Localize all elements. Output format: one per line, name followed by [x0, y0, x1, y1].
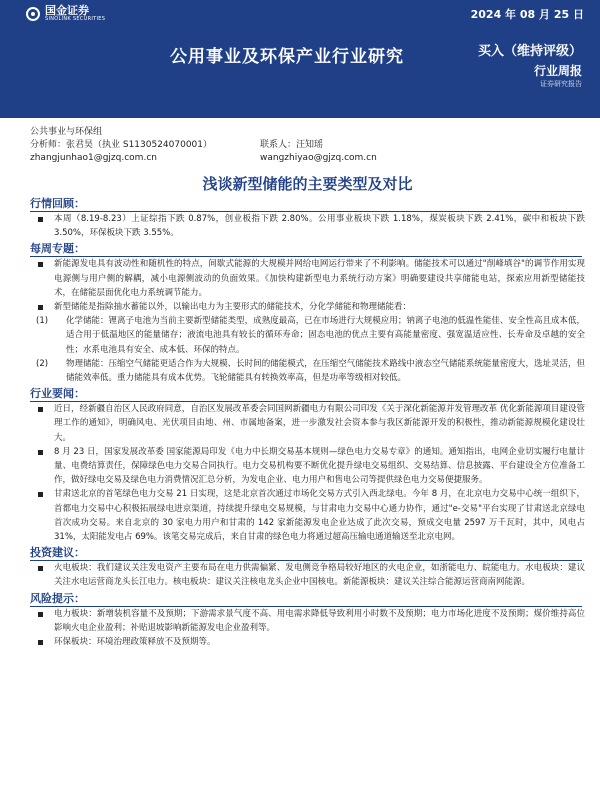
- report-body: [30, 126, 585, 649]
- document-title: 浅谈新型储能的主要类型及对比: [202, 175, 413, 193]
- paragraph: 本周（8.19-8.23）上证综指下跌 0.87%，创业板指下跌 2.80%。公用事业板块下跌 1.18%，煤炭板块下跌 2.41%，碳中和板块下跌 3.50%，环保板块下跌 3.55%。: [30, 212, 585, 240]
- paragraph: 甘肃送北京的首笔绿色电力交易 21 日实现，这是北京首次通过市场化交易方式引入西北绿电。今年 8 月，在北京电力交易中心统一组织下，首都电力交易中心积极拓展绿电进京渠道，持续提升绿电交易规模，与甘肃电力交易中心通力协作，通过"e-交易"平台实现了甘肃送北京绿电首次成功交易。来自北京的 30 家电力用户和甘肃的 142 家新能源发电企业达成了此次交易，预成交电量 2597 万千瓦时，其中，风电占 31%，太阳能发电占 69%。该笔交易完成后，来自甘肃的绿色电力将通过超高压输电通道输送至北京电网。: [30, 487, 585, 544]
- company-logo: [26, 5, 105, 22]
- group-name: 公共事业与环保组: [30, 127, 103, 137]
- report-subtype: 证券研究报告: [540, 80, 582, 88]
- bullet-icon: [38, 612, 43, 617]
- contact-info: 联系人：汪知瑶: [260, 140, 324, 150]
- section-heading-risk: 风险提示：: [30, 592, 582, 607]
- contact-email[interactable]: wangzhiyao@gjzq.com.cn: [260, 153, 377, 163]
- paragraph: 近日，经新疆自治区人民政府同意，自治区发展改革委会同国网新疆电力有限公司印发《关于深化新能源并发管理改革 优化新能源项目建设管理工作的通知》，明确风电、光伏项目由地、州、市属地备案，进一步激发社会资本参与我区新能源开发的积极性，推动新能源规模化建设壮大。: [30, 402, 585, 445]
- analyst-email[interactable]: zhangjunhao1@gjzq.com.cn: [30, 153, 157, 163]
- bullet-icon: [38, 566, 43, 571]
- sub-paragraph: (1) 化学储能：锂离子电池为当前主要新型储能类型，成熟度最高，已在市场进行大规模应用；钠离子电池的低温性能佳、安全性高且成本低，适合用于低温地区的能量储存；液流电池具有较长的循环寿命；固态电池的优点主要有高能量密度、强宽温适应性、长寿命及卓越的安全性；水系电池具有安全、成本低、环保的特点。: [36, 316, 585, 355]
- sub-paragraph: (2) 物理储能：压缩空气储能更适合作为大规模、长时间的储能模式，在压缩空气储能技术路线中液态空气储能系统能量密度大，选址灵活，但储能效率低。重力储能具有成本优势。飞轮储能具有转换效率高，但是功率等级相对较低。: [36, 358, 585, 384]
- paragraph: 新能源发电具有波动性和随机性的特点，间歇式能源的大规模并网给电网运行带来了不利影响。储能技术可以通过"削峰填谷"的调节作用实现电源侧与用户侧的解耦，减小电源侧波动的负面效果。《加快构建新型电力系统行动方案》明确要建设共享储能电站，探索应用新型储能技术，在储能层面优化电力系统调节能力。: [30, 257, 585, 300]
- paragraph: 火电板块：我们建议关注发电资产主要布局在电力供需偏紧、发电侧竞争格局较好地区的火电企业，如浙能电力、皖能电力。水电板块：建议关注水电运营商龙头长江电力。核电板块：建议关注核电龙头企业中国核电。新能源板块：建议关注综合能源运营商南网能源。: [30, 561, 585, 589]
- paragraph: 电力板块：新增装机容量不及预期；下游需求景气度不高、用电需求降低导致利用小时数不及预期；电力市场化进度不及预期；煤价维持高位影响火电企业盈利；补贴退坡影响新能源发电企业盈利等。: [30, 607, 585, 635]
- bullet-icon: [38, 640, 43, 645]
- section-heading-topic: 每周专题：: [30, 242, 582, 257]
- section-heading-news: 行业要闻：: [30, 387, 582, 402]
- paragraph: 新型储能是指除抽水蓄能以外，以输出电力为主要形式的储能技术，分化学储能和物理储能看：: [30, 300, 585, 314]
- report-header: [0, 0, 600, 118]
- logo-name-en: SINOLINK SECURITIES: [45, 16, 106, 22]
- paragraph: 8 月 23 日，国家发展改革委 国家能源局印发《电力中长期交易基本规则—绿色电力交易专章》的通知。通知指出，电网企业切实履行电量计量、电费结算责任，保障绿色电力交易合同执行。电力交易机构要不断优化提升绿电交易组织、交易结算、信息披露、平台建设全方位准备工作，做好绿电交易及绿色电力消费情况汇总分析，为发电企业、电力用户和售电公司等提供绿色电力交易便捷服务。: [30, 445, 585, 488]
- logo-name-cn: 国金证券: [45, 4, 89, 17]
- bullet-icon: [38, 262, 43, 267]
- bullet-icon: [38, 492, 43, 497]
- bullet-icon: [38, 407, 43, 412]
- paragraph: 环保板块：环境治理政策释放不及预期等。: [30, 635, 585, 649]
- analyst-info: 分析师：张君昊（执业 S1130524070001）: [30, 140, 213, 150]
- bullet-icon: [38, 305, 43, 310]
- bullet-icon: [38, 217, 43, 222]
- logo-icon: [26, 7, 40, 21]
- section-heading-advice: 投资建议：: [30, 546, 582, 561]
- section-heading-review: 行情回顾：: [30, 197, 582, 212]
- report-title: 公用事业及环保产业行业研究: [170, 47, 404, 67]
- report-type: 行业周报: [533, 64, 582, 78]
- list-number: (2): [36, 358, 49, 369]
- rating-badge: 买入（维持评级）: [477, 44, 582, 59]
- bullet-icon: [38, 450, 43, 455]
- list-number: (1): [36, 316, 49, 327]
- report-date: 2024 年 08 月 25 日: [470, 8, 584, 21]
